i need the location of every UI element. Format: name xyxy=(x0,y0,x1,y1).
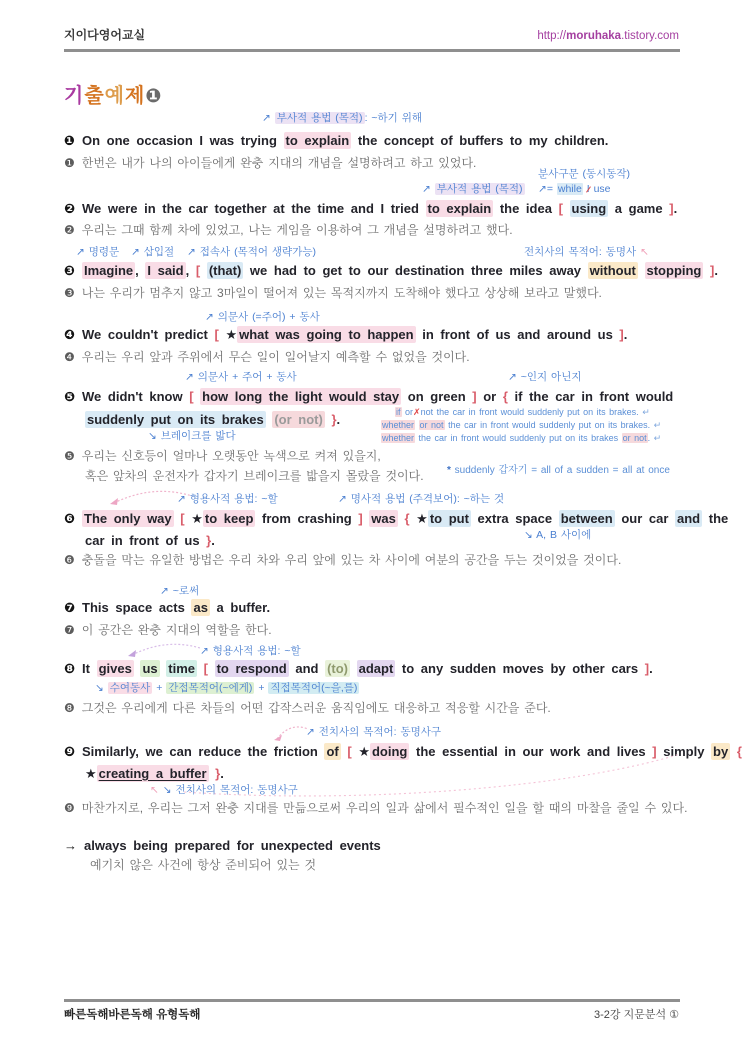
text-segment: . xyxy=(647,433,651,443)
text-segment: : ~하기 위해 xyxy=(364,112,423,124)
text-segment: 브레이크를 밟다 xyxy=(160,430,236,442)
english-sentence-1 xyxy=(64,133,608,149)
text-segment: 직접목적어(~을,를) xyxy=(270,682,358,694)
text-segment: Similarly, we can reduce the friction xyxy=(82,744,325,759)
text-segment: ★ xyxy=(191,511,203,526)
text-segment: to respond xyxy=(216,661,287,676)
text-segment: gives xyxy=(98,661,132,676)
text-segment: 한번은 내가 나의 아이들에게 완충 지대의 개념을 설명하려고 하고 있었다. xyxy=(81,156,477,170)
text-segment: the car in front would suddenly put on its brakes. xyxy=(444,420,651,430)
side-example-whether-or-not-end xyxy=(381,433,661,444)
text-segment: 접속사 (목적어 생략가능) xyxy=(199,246,316,258)
text-segment: the xyxy=(702,511,729,526)
text-segment: ↖ xyxy=(636,246,649,258)
item-bullet: → xyxy=(64,838,77,853)
english-sentence-5-line2 xyxy=(85,412,340,428)
text-segment: ★ xyxy=(358,744,370,759)
text-segment: ] xyxy=(644,661,650,676)
text-segment: ] xyxy=(652,744,657,759)
text-segment: 출 xyxy=(84,85,105,107)
text-segment: 나는 우리가 멈추지 않고 3마일이 떨어져 있는 목적지까지 도착해야 했다고 상상해 보라고 말했다. xyxy=(81,286,602,300)
text-segment: always being prepared for unexpected events xyxy=(84,838,381,853)
text-segment: ↘ xyxy=(162,784,176,796)
item-bullet: ❾ xyxy=(64,744,76,759)
item-bullet: ❸ xyxy=(64,263,76,278)
text-segment: 부사적 용법 (목적) xyxy=(276,112,363,124)
text-segment: [ xyxy=(203,661,215,676)
korean-translation-6 xyxy=(64,553,621,568)
text-segment: if the car in front would xyxy=(514,389,674,404)
annotation-inserted-clause xyxy=(131,246,174,259)
item-bullet: ❽ xyxy=(64,661,76,676)
text-segment: [ xyxy=(347,744,359,759)
text-segment: [ xyxy=(558,201,570,216)
text-segment: 간접목적어(~에게) xyxy=(168,682,253,694)
text-segment: ] xyxy=(619,327,624,342)
text-segment: how long the light would stay xyxy=(202,389,400,404)
text-segment: a game xyxy=(608,201,670,216)
item-bullet: ❹ xyxy=(64,350,75,364)
item-bullet: ❺ xyxy=(64,449,75,463)
text-segment: ↗ xyxy=(185,371,198,383)
text-segment: + xyxy=(254,682,269,694)
item-bullet: ❶ xyxy=(64,156,75,170)
text-segment: (or not) xyxy=(274,412,323,427)
text-segment: not the car in front would suddenly put on its brakes. xyxy=(420,407,639,417)
text-segment: to explain xyxy=(427,201,492,216)
text-segment: . xyxy=(211,533,215,548)
site-name: 지이다영어교실 xyxy=(64,28,146,42)
text-segment: on green xyxy=(401,389,473,404)
item-bullet: ❷ xyxy=(64,201,76,216)
url-prefix: http:// xyxy=(537,30,567,42)
text-segment: 제 xyxy=(124,85,146,107)
item-bullet: ❻ xyxy=(64,511,76,526)
text-segment: use xyxy=(589,183,611,195)
text-segment: the idea xyxy=(493,201,559,216)
text-segment: suddenly 갑자기 = all of a sudden = all at once xyxy=(454,465,670,476)
english-sentence-6-line2 xyxy=(85,533,215,549)
text-segment: 예기치 않은 사건에 항상 준비되어 있는 것 xyxy=(90,858,317,872)
text-segment: ★ xyxy=(416,511,428,526)
korean-translation-5-line2 xyxy=(85,469,424,484)
item-bullet: ❶ xyxy=(64,133,76,148)
text-segment: simply xyxy=(656,744,712,759)
text-segment: ] xyxy=(710,263,715,278)
annotation-adverbial-purpose-2 xyxy=(422,183,525,196)
text-segment: or not xyxy=(622,433,647,443)
text-segment: to put xyxy=(429,511,469,526)
reference-arrow-time xyxy=(126,640,206,658)
text-segment: . xyxy=(220,766,224,781)
text-segment: ~인지 아닌지 xyxy=(520,371,582,383)
text-segment: us xyxy=(142,661,158,676)
text-segment: ↘ xyxy=(148,430,161,442)
text-segment: [ xyxy=(189,389,201,404)
text-segment: } xyxy=(215,766,221,781)
text-segment: the essential in our work and lives xyxy=(409,744,653,759)
annotation-nominal-use-complement xyxy=(338,493,504,506)
item-bullet: ❷ xyxy=(64,223,75,237)
korean-translation-7 xyxy=(64,623,272,638)
text-segment: car in front of us xyxy=(85,533,207,548)
text-segment: whether xyxy=(382,420,415,430)
korean-translation-3 xyxy=(64,286,602,301)
annotation-adverbial-purpose xyxy=(262,112,422,125)
text-segment xyxy=(197,661,204,676)
text-segment: = xyxy=(546,183,557,195)
text-segment: , xyxy=(135,263,146,278)
footer-book-title: 빠른독해바른독해 유형독해 xyxy=(64,1009,201,1021)
text-segment: was xyxy=(371,511,396,526)
text-segment: suddenly put on its brakes xyxy=(87,412,264,427)
annotation-gerund-phrase-object xyxy=(306,726,441,739)
text-segment: whether xyxy=(382,433,415,443)
annotation-conjunction xyxy=(187,246,316,259)
text-segment: 의문사 (=주어) + 동사 xyxy=(217,311,320,323)
text-segment: to any sudden moves by other cars xyxy=(395,661,645,676)
text-segment: { xyxy=(404,511,417,526)
text-segment: ↗ xyxy=(262,112,275,124)
text-segment: , xyxy=(185,263,196,278)
text-segment: and xyxy=(677,511,701,526)
annotation-dative-verb-objects xyxy=(95,682,359,695)
text-segment: . xyxy=(336,412,341,427)
text-segment xyxy=(638,263,645,278)
item-bullet: ❼ xyxy=(64,600,76,615)
text-segment: 전치사의 목적어: 동명사 xyxy=(524,246,637,258)
item-bullet: ❸ xyxy=(64,286,75,300)
text-segment: (to) xyxy=(327,661,349,676)
text-segment: I xyxy=(586,183,590,195)
text-segment: ~로써 xyxy=(172,585,200,597)
text-segment: a buffer. xyxy=(209,600,271,615)
text-segment: without xyxy=(589,263,636,278)
annotation-adjectival-use xyxy=(177,493,278,506)
conclusion-english xyxy=(64,838,381,854)
text-segment: ↗ xyxy=(177,493,190,505)
english-sentence-2 xyxy=(64,201,677,217)
text-segment: 전치사의 목적어: 동명사구 xyxy=(175,784,298,796)
text-segment: ↖ xyxy=(150,784,163,796)
text-segment: or xyxy=(401,407,414,417)
text-segment: of xyxy=(326,744,339,759)
text-segment: 형용사적 용법: ~할 xyxy=(212,645,301,657)
page-title xyxy=(64,84,162,109)
text-segment: ] xyxy=(669,201,674,216)
annotation-while-i-use xyxy=(538,183,611,196)
english-sentence-6-line1 xyxy=(64,511,728,527)
footer-lesson-label: 3-2강 지문분석 ① xyxy=(593,1009,679,1021)
text-segment: adapt xyxy=(358,661,394,676)
text-segment: our car xyxy=(614,511,676,526)
korean-translation-1 xyxy=(64,156,476,171)
annotation-participle-clause xyxy=(538,168,630,181)
text-segment: 이 공간은 완충 지대의 역할을 한다. xyxy=(81,623,272,637)
text-segment: ↵ xyxy=(638,407,650,417)
text-segment: 수여동사 xyxy=(109,682,151,694)
text-segment: 형용사적 용법: ~할 xyxy=(189,493,278,505)
english-sentence-7 xyxy=(64,600,270,616)
text-segment: } xyxy=(206,533,212,548)
text-segment: or xyxy=(476,389,503,404)
text-segment: ❶ xyxy=(145,86,163,107)
text-segment: We were in the car together at the time and I tried xyxy=(82,201,426,216)
text-segment: ] xyxy=(472,389,477,404)
korean-translation-4 xyxy=(64,350,470,365)
item-bullet: ❽ xyxy=(64,701,75,715)
text-segment: [ xyxy=(195,263,207,278)
text-segment: 명령문 xyxy=(88,246,120,258)
footer-divider xyxy=(64,999,680,1002)
text-segment: what was going to happen xyxy=(239,327,414,342)
header-divider xyxy=(64,49,680,52)
text-segment: . xyxy=(623,327,628,342)
text-segment: from crashing xyxy=(255,511,359,526)
text-segment: 마찬가지로, 우리는 그저 완충 지대를 만듦으로써 우리의 일과 삶에서 필수적인 일을 할 때의 마찰을 줄일 수 있다. xyxy=(81,801,688,815)
korean-translation-2 xyxy=(64,223,513,238)
side-example-whether-or-not xyxy=(381,420,661,431)
english-sentence-4 xyxy=(64,327,627,343)
text-segment: to explain xyxy=(285,133,350,148)
text-segment: [ xyxy=(180,511,192,526)
text-segment: 우리는 그때 함께 차에 있었고, 나는 게임을 이용하여 그 개념을 설명하려고 했다. xyxy=(81,223,513,237)
text-segment: ↗ xyxy=(160,585,173,597)
korean-translation-9 xyxy=(64,801,687,816)
text-segment: the concept of buffers to my children. xyxy=(351,133,609,148)
text-segment: } xyxy=(331,412,337,427)
text-segment: or not xyxy=(419,420,444,430)
text-segment: 우리는 우리 앞과 주위에서 무슨 일이 일어날지 예측할 수 없었을 것이다. xyxy=(81,350,470,364)
text-segment: using xyxy=(571,201,607,216)
text-segment: The only way xyxy=(84,511,172,526)
text-segment: ↗ xyxy=(187,246,200,258)
english-sentence-5-line1 xyxy=(64,389,673,405)
annotation-as-meaning xyxy=(160,585,199,598)
text-segment: ↘ xyxy=(524,529,537,541)
text-segment: ↵ xyxy=(650,433,662,443)
text-segment: A, B 사이에 xyxy=(536,529,592,541)
text-segment: ↗ xyxy=(200,645,213,657)
text-segment: Imagine xyxy=(84,263,134,278)
annotation-adjectival-use-2 xyxy=(200,645,301,658)
text-segment: 명사적 용법 (주격보어): ~하는 것 xyxy=(350,493,505,505)
english-sentence-3 xyxy=(64,263,718,279)
text-segment: extra space xyxy=(470,511,559,526)
text-segment: ↗ xyxy=(205,311,218,323)
text-segment: by xyxy=(713,744,729,759)
text-segment: 부사적 용법 (목적) xyxy=(436,183,523,195)
text-segment: ] xyxy=(358,511,363,526)
text-segment: It xyxy=(82,661,97,676)
text-segment: ↗ xyxy=(422,183,435,195)
text-segment: This space acts xyxy=(82,600,192,615)
text-segment: 혹은 앞차의 운전자가 갑자기 브레이크를 밟을지 몰랐을 것이다. xyxy=(85,469,424,483)
text-segment: 기 xyxy=(64,85,85,107)
text-segment: 분사구문 (동시동작) xyxy=(538,168,631,180)
annotation-whether-or-not xyxy=(508,371,581,384)
text-segment: 그것은 우리에게 다른 차들의 어떤 갑작스러운 움직임에도 대응하고 적응할 시간을 준다. xyxy=(81,701,551,715)
text-segment: We didn't know xyxy=(82,389,190,404)
text-segment: . xyxy=(673,201,678,216)
text-segment: . xyxy=(649,661,653,676)
item-bullet: ❼ xyxy=(64,623,75,637)
text-segment: while xyxy=(557,183,582,195)
text-segment: 전치사의 목적어: 동명사구 xyxy=(318,726,442,738)
text-segment: ✗ xyxy=(413,407,421,417)
text-segment: stopping xyxy=(646,263,702,278)
annotation-gerund-phrase-object-2 xyxy=(150,784,298,797)
text-segment: ↗ xyxy=(131,246,144,258)
text-segment: 충돌을 막는 유일한 방법은 우리 차와 우리 앞에 있는 차 사이에 여분의 공간을 두는 것이었을 것이다. xyxy=(81,553,622,567)
text-segment xyxy=(730,744,737,759)
text-segment: ↗ xyxy=(306,726,319,738)
text-segment: and xyxy=(288,661,326,676)
text-segment: 삽입절 xyxy=(143,246,175,258)
conclusion-korean xyxy=(90,858,316,873)
text-segment: 우리는 신호등이 얼마나 오랫동안 녹색으로 켜져 있을지, xyxy=(81,449,381,463)
text-segment: We couldn't predict xyxy=(82,327,215,342)
text-segment: (that) xyxy=(208,263,242,278)
vocab-note-suddenly xyxy=(447,465,670,478)
text-segment: . xyxy=(714,263,718,278)
item-bullet: ❹ xyxy=(64,327,76,342)
text-segment: ↵ xyxy=(650,420,662,430)
annotation-imperative xyxy=(76,246,119,259)
side-example-if-or-not xyxy=(395,407,650,418)
text-segment: [ xyxy=(214,327,226,342)
annotation-interrogative-subject-verb-2 xyxy=(185,371,297,384)
text-segment: { xyxy=(502,389,515,404)
text-segment xyxy=(350,661,357,676)
text-segment: time xyxy=(168,661,195,676)
annotation-interrogative-subject-verb xyxy=(205,311,320,324)
text-segment: ↗ xyxy=(338,493,351,505)
text-segment: On one occasion I was trying xyxy=(82,133,284,148)
item-bullet: ❺ xyxy=(64,389,76,404)
text-segment: if xyxy=(396,407,401,417)
text-segment: ↗ xyxy=(538,183,547,195)
text-segment: to keep xyxy=(204,511,254,526)
text-segment: ★ xyxy=(85,766,97,781)
url-suffix: .tistory.com xyxy=(621,30,679,42)
url-bold: moruhaka xyxy=(566,30,622,42)
english-sentence-8 xyxy=(64,661,653,677)
text-segment: creating a buffer xyxy=(98,766,207,781)
text-segment: 의문사 + 주어 + 동사 xyxy=(197,371,297,383)
korean-translation-8 xyxy=(64,701,551,716)
site-url-link[interactable] xyxy=(537,29,679,43)
korean-translation-5-line1 xyxy=(64,449,381,464)
text-segment: ↗ xyxy=(508,371,521,383)
text-segment: I said xyxy=(147,263,184,278)
annotation-between-a-b xyxy=(524,529,591,542)
text-segment: as xyxy=(193,600,208,615)
text-segment: { xyxy=(736,744,742,759)
text-segment: the car in front would suddenly put on its brakes xyxy=(415,433,622,443)
annotation-step-on-brakes xyxy=(148,430,236,443)
text-segment: * xyxy=(447,465,455,476)
text-segment: between xyxy=(560,511,613,526)
text-segment: doing xyxy=(371,744,408,759)
text-segment xyxy=(398,511,405,526)
text-segment: + xyxy=(152,682,167,694)
item-bullet: ❻ xyxy=(64,553,75,567)
item-bullet: ❾ xyxy=(64,801,75,815)
text-segment: 예 xyxy=(104,85,125,107)
text-segment: ↘ xyxy=(95,682,108,694)
text-segment: we had to get to our destination three miles away xyxy=(243,263,588,278)
text-segment: in front of us and around us xyxy=(415,327,620,342)
text-segment: ↗ xyxy=(76,246,89,258)
text-segment: ★ xyxy=(225,327,238,342)
annotation-gerund-object xyxy=(524,246,649,259)
